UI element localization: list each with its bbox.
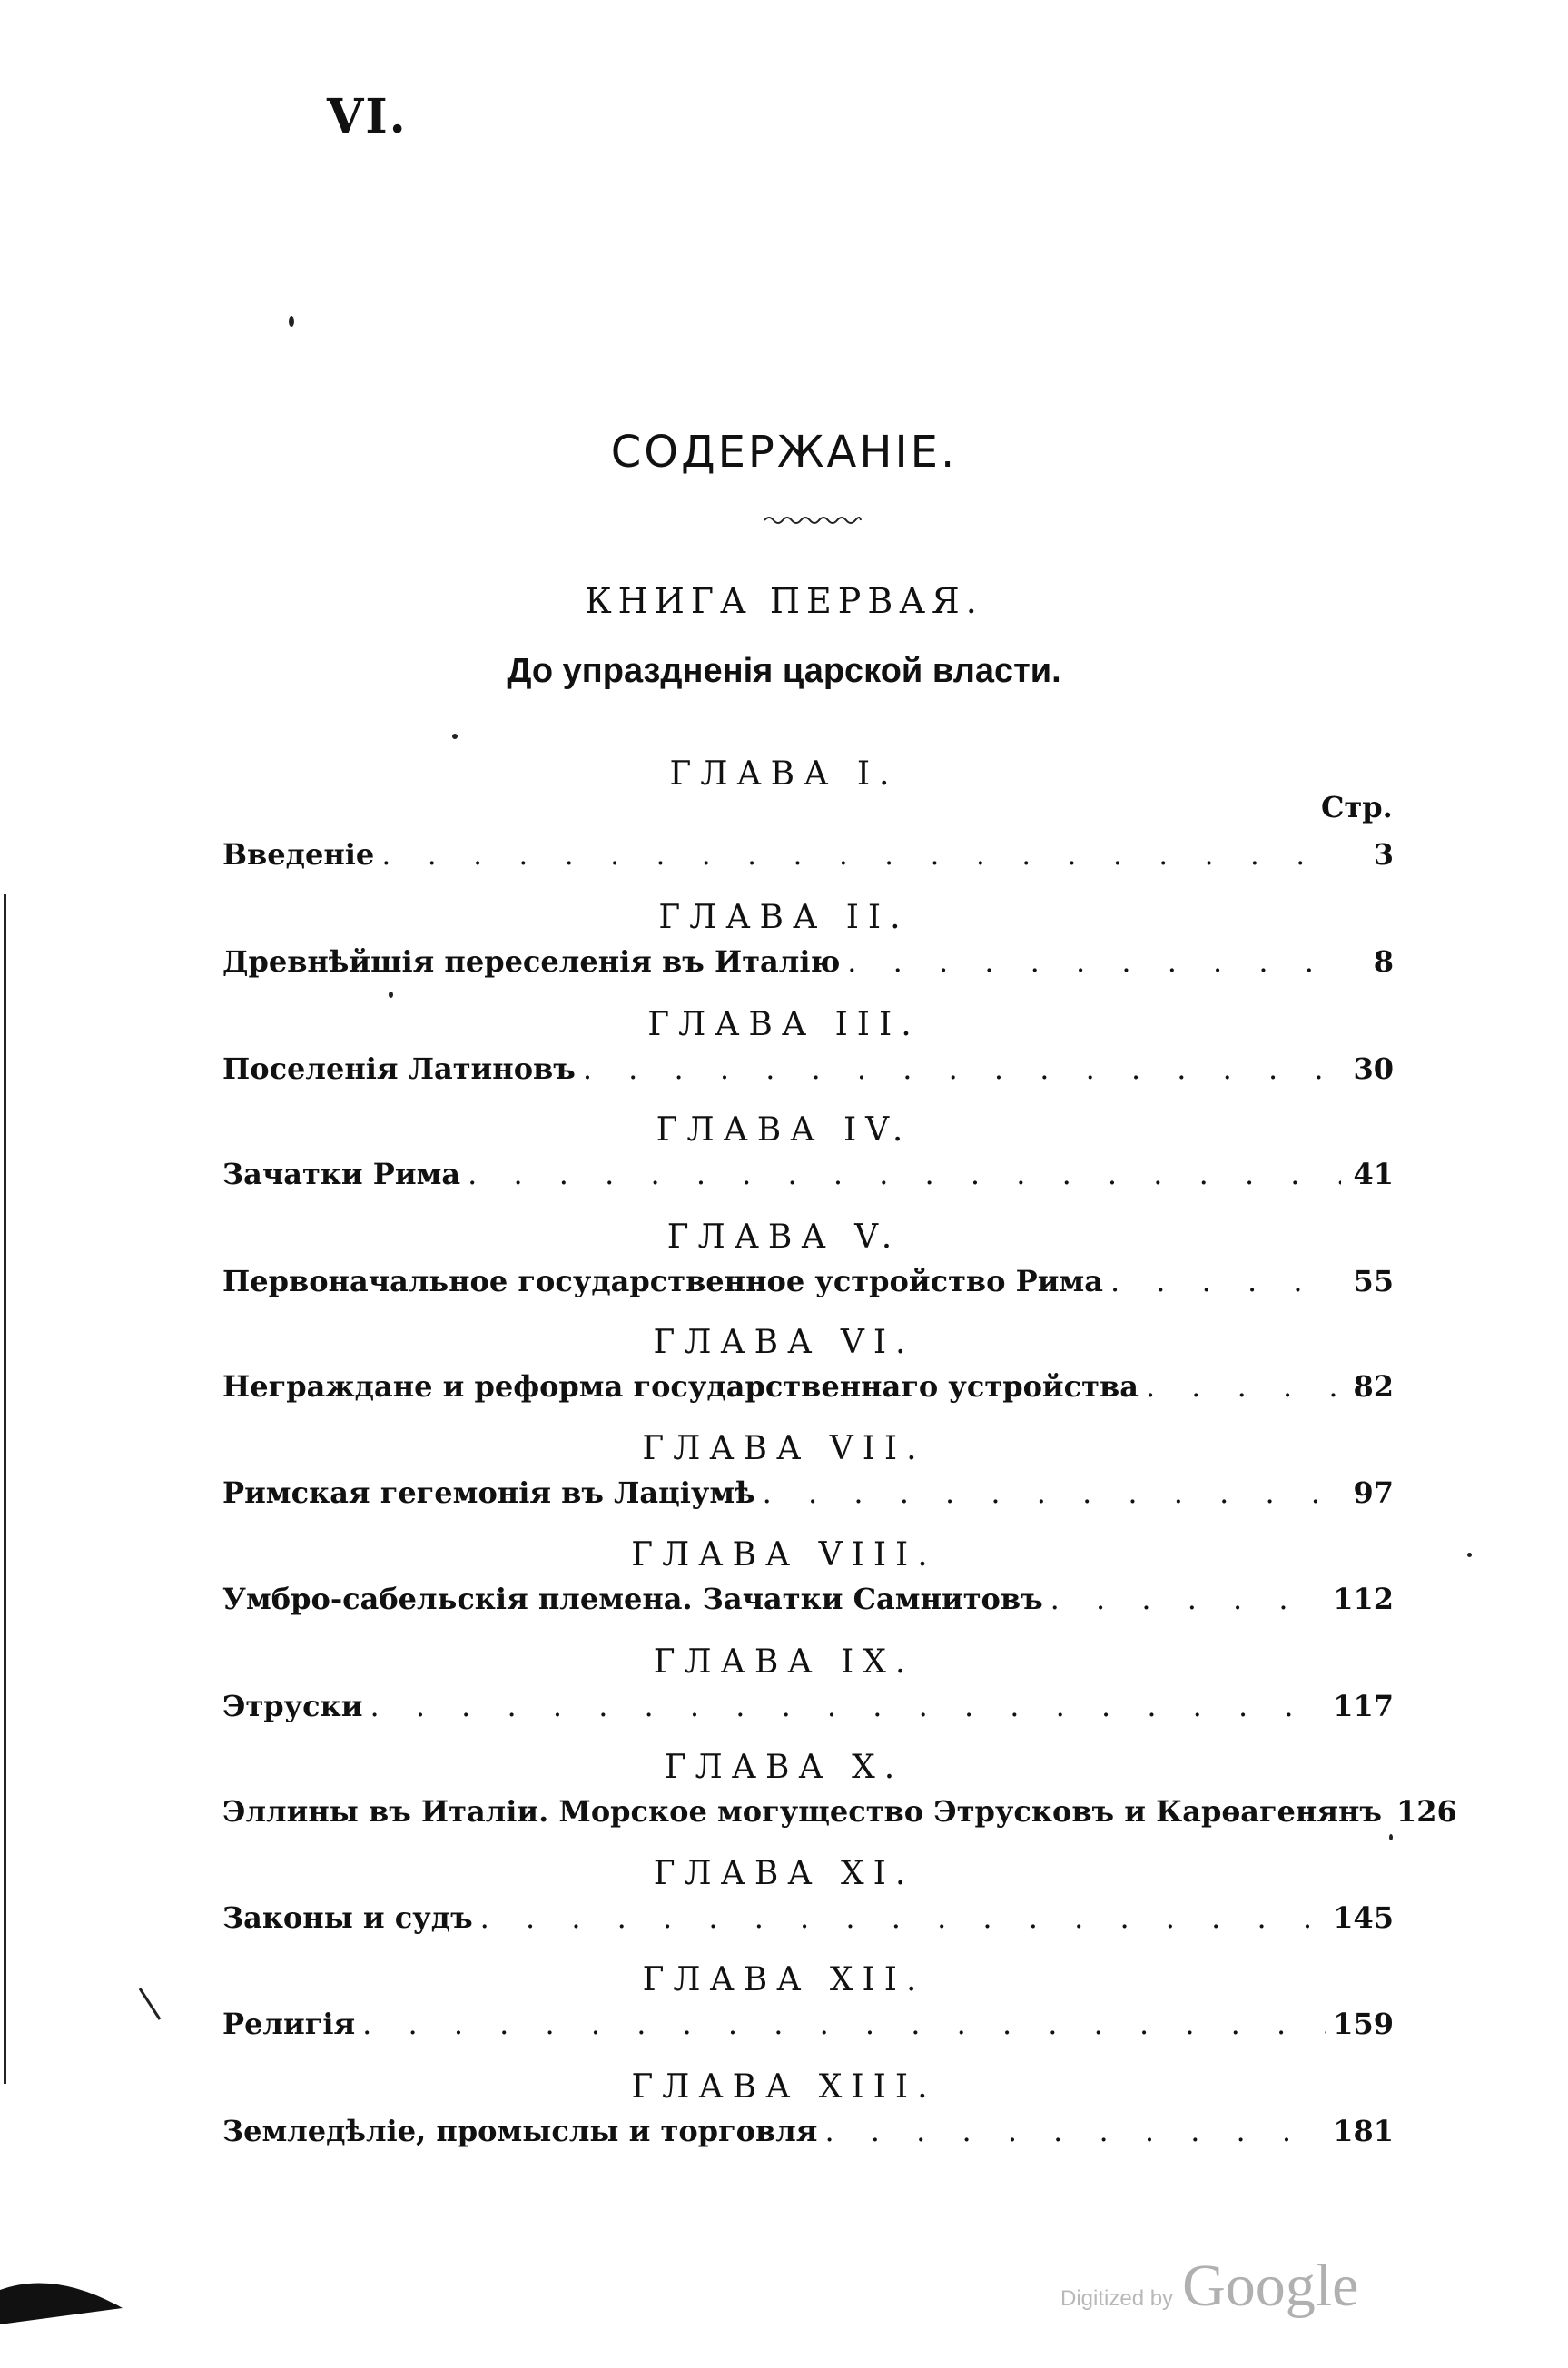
dot-leader [381,837,1341,872]
scan-tick-mark [136,1987,163,2023]
chapter-heading: ГЛАВА IX. [653,1643,915,1681]
scan-speck [289,316,294,327]
entry-title: Первоначальное государственное устройство Рима [222,1264,1103,1298]
chapter-heading: ГЛАВА VI. [653,1324,915,1361]
entry-page: 8 [1373,944,1394,979]
google-logo: Google [1182,2253,1359,2319]
toc-title: СОДЕРЖАНІЕ. [610,427,958,478]
dot-leader [468,1157,1341,1191]
toc-entry [222,2007,1394,2041]
toc-entry [222,1157,1394,1191]
scan-smudge [0,2270,127,2324]
entry-page: 126 [1395,1794,1457,1829]
dot-leader [362,2007,1326,2041]
toc-entry [222,1475,1394,1510]
entry-title: Введеніе [222,837,375,872]
entry-page: 112 [1333,1582,1394,1616]
chapter-heading: ГЛАВА III. [647,1006,921,1043]
dot-leader [370,1689,1326,1723]
entry-page: 97 [1353,1475,1394,1510]
entry-title: Эллины въ Италіи. Морское могущество Этрусковъ и Карѳагенянъ [222,1794,1382,1829]
scan-speck [1467,1553,1472,1557]
watermark-prefix: Digitized by [1060,2286,1174,2311]
toc-entry [222,2114,1394,2148]
entry-page: 30 [1353,1051,1394,1086]
toc-entry [222,1689,1394,1723]
scan-speck [1389,1834,1393,1840]
dot-leader [1050,1582,1326,1616]
entry-page: 55 [1353,1264,1394,1298]
dot-leader [583,1051,1341,1086]
dot-leader [1110,1264,1341,1298]
entry-title: Поселенія Латиновъ [222,1051,576,1086]
toc-entry [222,944,1394,979]
entry-title: Религія [222,2007,356,2041]
toc-entry [222,1051,1394,1086]
dot-leader [847,944,1341,979]
toc-entry [222,1264,1394,1298]
chapter-heading: ГЛАВА XII. [642,1961,926,1998]
dot-leader [480,1900,1326,1935]
entry-title: Законы и судъ [222,1900,473,1935]
entry-page: 159 [1333,2007,1394,2041]
entry-page: 181 [1333,2114,1394,2148]
dot-leader [824,2114,1326,2148]
book-heading: КНИГА ПЕРВАЯ. [585,581,983,621]
page-column-label: Стр. [1321,790,1393,824]
scan-speck [452,734,458,739]
dot-leader [763,1475,1341,1510]
chapter-heading: ГЛАВА II. [658,899,910,936]
dot-leader [1146,1369,1341,1404]
chapter-heading: ГЛАВА V. [666,1219,902,1256]
scan-edge-line [4,894,6,2084]
entry-title: Земледѣліе, промыслы и торговля [222,2114,818,2148]
entry-title: Этруски [222,1689,363,1723]
scan-speck [389,992,393,998]
wavy-ornament [763,514,863,527]
entry-page: 41 [1353,1157,1394,1191]
chapter-heading: ГЛАВА XI. [653,1855,915,1892]
entry-title: Зачатки Рима [222,1157,461,1191]
entry-page: 3 [1373,837,1394,872]
chapter-heading: ГЛАВА IV. [656,1111,912,1149]
entry-page: 117 [1333,1689,1394,1723]
entry-title: Умбро-сабельскія племена. Зачатки Самнитовъ [222,1582,1043,1616]
digitized-watermark [1060,2252,1358,2321]
toc-entry [222,1582,1394,1616]
entry-page: 82 [1353,1369,1394,1404]
book-subtitle: До упраздненія царской власти. [507,652,1061,690]
toc-entry [222,1900,1394,1935]
chapter-heading: ГЛАВА VIII. [631,1536,937,1574]
entry-title: Римская гегемонія въ Лаціумѣ [222,1475,755,1510]
chapter-heading: ГЛАВА I. [669,755,899,793]
chapter-heading: ГЛАВА XIII. [631,2068,937,2106]
entry-title: Древнѣйшія переселенія въ Италію [222,944,841,979]
chapter-heading: ГЛАВА VII. [642,1430,926,1467]
chapter-heading: ГЛАВА X. [664,1749,904,1786]
entry-page: 145 [1333,1900,1394,1935]
page-number: VI. [327,89,408,144]
toc-entry [222,1369,1394,1404]
toc-entry [222,1794,1457,1829]
entry-title: Неграждане и реформа государственнаго устройства [222,1369,1139,1404]
toc-entry [222,837,1394,872]
